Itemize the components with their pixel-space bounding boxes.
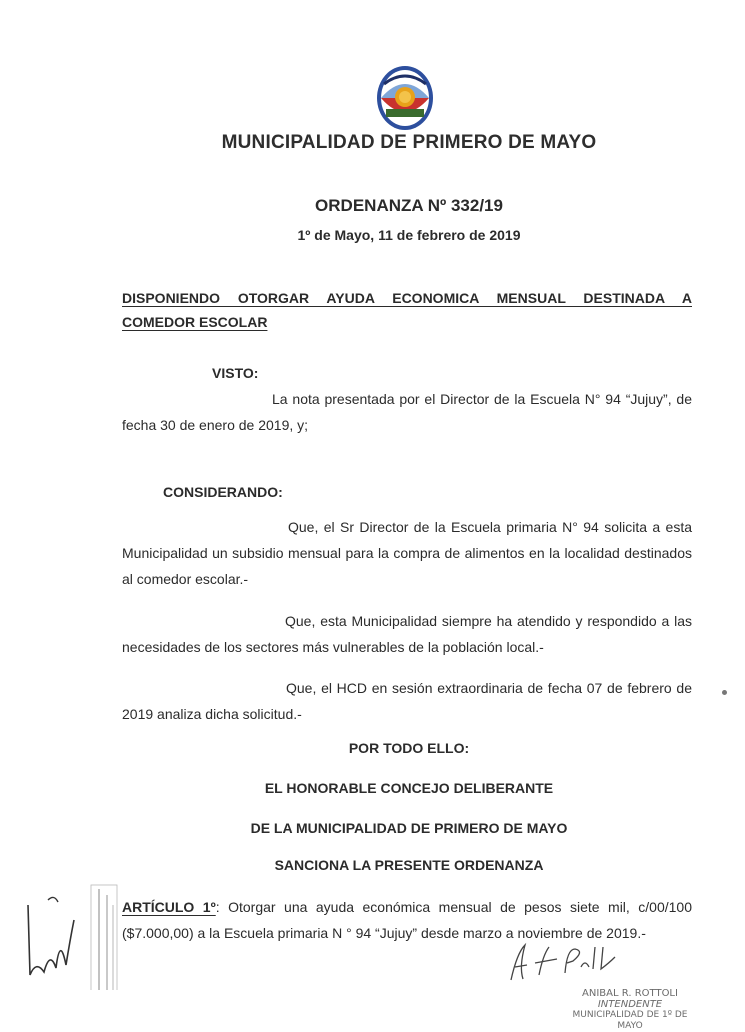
stamp-org: MUNICIPALIDAD DE 1º DE MAYO (572, 1010, 688, 1031)
visto-heading: VISTO: (212, 365, 259, 381)
council-line-1: EL HONORABLE CONCEJO DELIBERANTE (264, 780, 554, 796)
handwritten-signature-intendente (505, 935, 635, 990)
scan-speck (722, 690, 727, 695)
subject-line-1: DISPONIENDO OTORGAR AYUDA ECONOMICA MENSUAL DESTINADA A (122, 290, 692, 306)
por-todo-ello: POR TODO ELLO: (348, 740, 470, 756)
stamp-name: ANIBAL R. ROTTOLI (582, 988, 678, 999)
considerando-paragraph: Que, esta Municipalidad siempre ha atendido y respondido a las necesidades de los sectores más vulnerables de la población local.- (122, 613, 692, 655)
considerando-paragraph: Que, el HCD en sesión extraordinaria de fecha 07 de febrero de 2019 analiza dicha solicitud.- (122, 680, 692, 722)
visto-text: La nota presentada por el Director de la Escuela N° 94 “Jujuy”, de fecha 30 de enero de 2019, y; (122, 391, 692, 433)
council-line-2: DE LA MUNICIPALIDAD DE PRIMERO DE MAYO (250, 820, 568, 836)
municipality-title: MUNICIPALIDAD DE PRIMERO DE MAYO (221, 132, 597, 153)
intendente-stamp (560, 988, 700, 1032)
handwritten-signature-left (8, 880, 128, 990)
ordinance-date: 1º de Mayo, 11 de febrero de 2019 (297, 227, 521, 243)
ordinance-subject (122, 286, 692, 334)
article-1-label: ARTÍCULO 1º (122, 899, 216, 915)
considerando-heading: CONSIDERANDO: (163, 484, 283, 500)
article-1-text: : Otorgar una ayuda económica mensual de pesos siete mil, c/00/100 ($7.000,00) a la Escuela primaria N ° 94 “Jujuy” desde marzo a noviembre de 2019.- (122, 899, 692, 941)
sanciona-line: SANCIONA LA PRESENTE ORDENANZA (274, 857, 544, 873)
ordinance-number: ORDENANZA Nº 332/19 (315, 196, 503, 215)
considerando-paragraph: Que, el Sr Director de la Escuela primaria N° 94 solicita a esta Municipalidad un subsidio mensual para la compra de alimentos en la localidad destinados al comedor escolar.- (122, 519, 692, 587)
subject-line-2: COMEDOR ESCOLAR (122, 314, 268, 330)
stamp-title: INTENDENTE (597, 999, 663, 1010)
municipal-coat-of-arms-icon (374, 64, 436, 132)
